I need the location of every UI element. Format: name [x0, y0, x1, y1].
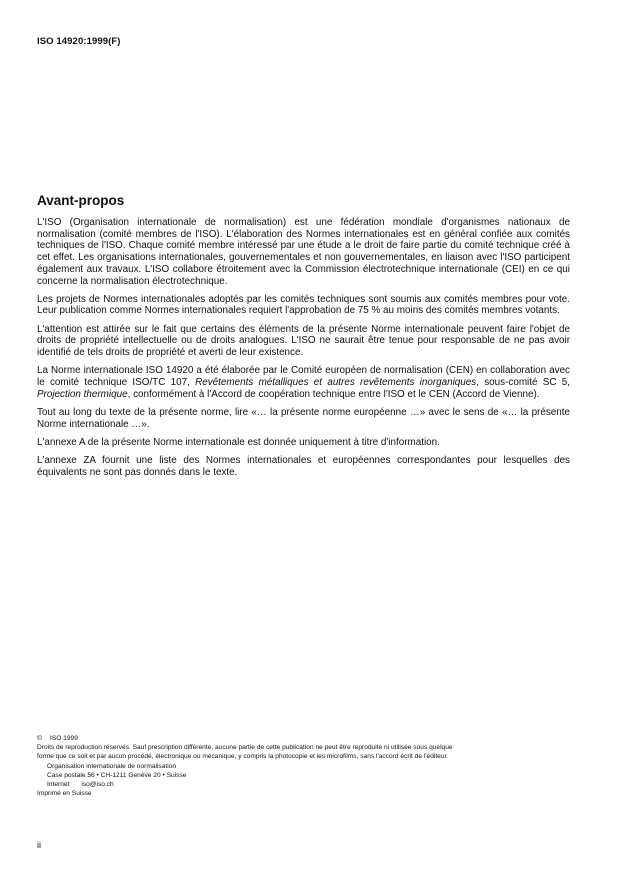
- copyright-icon: ©: [37, 735, 42, 742]
- paragraph-4-text-a: La Norme internationale ISO 14920 a été élaborée par le Comité européen de normalisation (CEN) en collaboration avec le comité technique ISO/TC 107,: [37, 365, 570, 388]
- committee-title: Revêtements métalliques et autres revêtements inorganiques: [195, 376, 477, 388]
- document-identifier: ISO 14920:1999(F): [37, 36, 121, 47]
- subcommittee-title: Projection thermique: [37, 388, 128, 400]
- copyright-block: [37, 734, 577, 798]
- internet-contact: [37, 780, 577, 789]
- printed-in: Imprimé en Suisse: [37, 790, 92, 798]
- foreword-paragraph-3: L'attention est attirée sur le fait que certains des éléments de la présente Norme internationale peuvent faire l'objet de droits de propriété intellectuelle ou de droits analogues. L'ISO ne saurait être tenue pour responsable de ne pas avoir identifié de tels droits de propriété et averti de leur existence.: [37, 323, 570, 359]
- internet-email: iso@iso.ch: [81, 781, 114, 789]
- internet-label: Internet: [47, 781, 70, 789]
- paragraph-4-text-c: , sous-comité SC 5,: [476, 376, 570, 388]
- postal-address: Case postale 56 • CH-1211 Genève 20 • Suisse: [47, 771, 187, 779]
- copyright-line: [37, 734, 577, 743]
- foreword-paragraph-1: L'ISO (Organisation internationale de normalisation) est une fédération mondiale d'organismes nationaux de normalisation (comité membres de l'ISO). L'élaboration des Normes internationales est en général confiée aux comités techniques de l'ISO. Chaque comité membre intéressé par une étude a le droit de faire partie du comité technique créé à cet effet. Les organisations internationales, gouvernementales et non gouvernementales, en liaison avec l'ISO participent également aux travaux. L'ISO collabore étroitement avec la Commission électrotechnique internationale (CEI) en ce qui concerne la normalisation électrotechnique.: [37, 217, 570, 287]
- foreword-paragraph-4: [37, 365, 570, 400]
- rights-line-1: Droits de reproduction réservés. Sauf prescription différente, aucune partie de cette publication ne peut être reproduite ni utilisée sous quelque: [37, 744, 453, 752]
- foreword-section: [37, 193, 570, 485]
- foreword-paragraph-6: L'annexe A de la présente Norme internationale est donnée uniquement à titre d'information.: [37, 436, 440, 448]
- foreword-paragraph-2: Les projets de Normes internationales adoptés par les comités techniques sont soumis aux comités membres pour vote. Leur publication comme Normes internationales requiert l'approbation de 75 % au moins des comités membres votants.: [37, 293, 570, 317]
- page-number: ii: [37, 840, 41, 850]
- paragraph-4-text-e: , conformément à l'Accord de coopération technique entre l'ISO et le CEN (Accord de Vienne).: [127, 388, 540, 400]
- rights-line-2: forme que ce soit et par aucun procédé, électronique ou mécanique, y compris la photocopie et les microfilms, sans l'accord écrit de l'éditeur.: [37, 753, 449, 761]
- copyright-text: ISO 1999: [50, 735, 78, 742]
- foreword-paragraph-7: L'annexe ZA fournit une liste des Normes internationales et européennes correspondantes pour lesquelles des équivalents ne sont pas donnés dans le texte.: [37, 454, 570, 478]
- organisation-name: Organisation internationale de normalisation: [47, 762, 177, 770]
- foreword-title: Avant-propos: [37, 193, 125, 208]
- foreword-paragraph-5: Tout au long du texte de la présente norme, lire «… la présente norme européenne …» avec le sens de «… la présente Norme internationale …».: [37, 406, 570, 430]
